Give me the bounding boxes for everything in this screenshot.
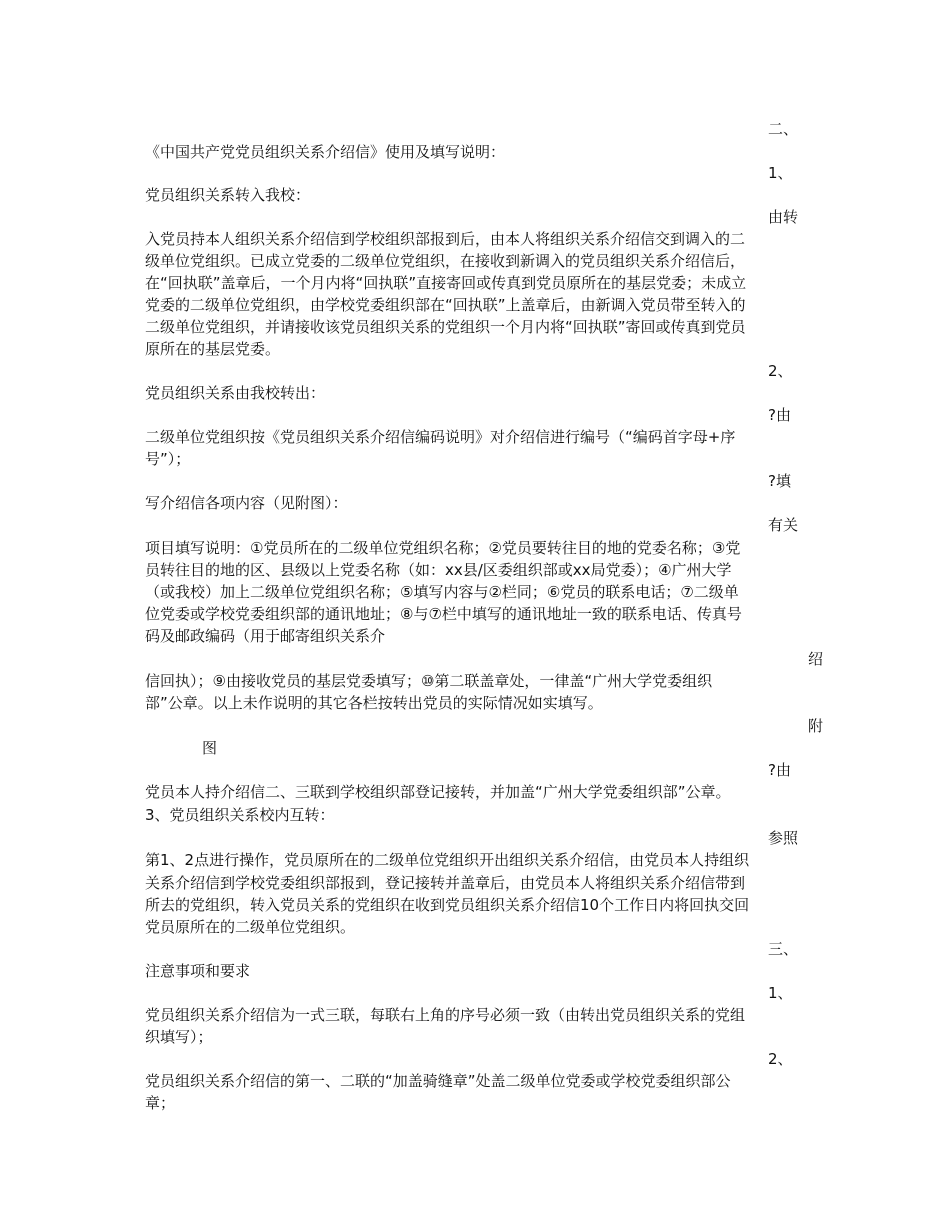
paragraph-line: 写介绍信各项内容（见附图）： (145, 494, 348, 512)
paragraph-line: 党员组织关系介绍信的第一、二联的“加盖骑缝章”处盖二级单位党委或学校党委组织部公 (145, 1072, 731, 1090)
paragraph-line: 部”公章。以上未作说明的其它各栏按转出党员的实际情况如实填写。 (145, 694, 603, 712)
paragraph-line: 信回执）；⑨由接收党员的基层党委填写；⑩第二联盖章处，一律盖“广州大学党委组织 (145, 672, 713, 690)
section-number-3: 三、 (768, 940, 799, 958)
paragraph-line: 位党委或学校党委组织部的通讯地址；⑧与⑦栏中填写的通讯地址一致的联系电话、传真号 (145, 605, 742, 623)
section-title-notes: 注意事项和要求 (145, 962, 251, 980)
paragraph-lead: 参照 (768, 829, 799, 847)
paragraph-line: 章； (145, 1094, 176, 1112)
paragraph-lead: ?由 (768, 761, 791, 779)
section-title-usage: 《中国共产党党员组织关系介绍信》使用及填写说明： (145, 143, 506, 161)
paragraph-lead: ?填 (768, 472, 791, 490)
paragraph-line: 项目填写说明：①党员所在的二级单位党组织名称；②党员要转往目的地的党委名称；③党 (145, 539, 741, 557)
paragraph-line: 党员本人持介绍信二、三联到学校组织部登记接转，并加盖“广州大学党委组织部”公章。 (145, 783, 731, 801)
paragraph-line: 入党员持本人组织关系介绍信到学校组织部报到后，由本人将组织关系介绍信交到调入的二 (145, 230, 746, 248)
paragraph-lead: 由转 (768, 208, 799, 226)
paragraph-line: 二级单位党组织，并请接收该党员组织关系的党组织一个月内将“回执联”寄回或传真到党员 (145, 318, 746, 336)
paragraph-line: 织填写）； (145, 1028, 213, 1046)
paragraph-line: 党员组织关系介绍信为一式三联，每联右上角的序号必须一致（由转出党员组织关系的党组 (145, 1006, 746, 1024)
item-number: 1、 (768, 984, 793, 1002)
subsection-title-transfer-in: 党员组织关系转入我校： (145, 186, 311, 204)
paragraph-line: （或我校）加上二级单位党组织名称；⑤填写内容与②栏同；⑥党员的联系电话；⑦二级单 (145, 583, 739, 601)
section-number-2: 二、 (768, 120, 799, 138)
subsection-title-transfer-out: 党员组织关系由我校转出： (145, 384, 326, 402)
paragraph-lead: 有关 (768, 516, 799, 534)
paragraph-line: 党委的二级单位党组织，由学校党委组织部在“回执联”上盖章后，由新调入党员带至转入的 (145, 296, 746, 314)
paragraph-line: 级单位党组织。已成立党委的二级单位党组织，在接收到新调入的党员组织关系介绍信后， (145, 252, 746, 270)
paragraph-lead: 附 (808, 717, 824, 735)
subsection-title-internal-transfer: 3、党员组织关系校内互转： (145, 806, 335, 824)
paragraph-line: 党员原所在的二级单位党组织。 (145, 918, 356, 936)
item-number: 2、 (768, 362, 793, 380)
item-number: 2、 (768, 1050, 793, 1068)
paragraph-lead: 绍 (808, 650, 824, 668)
paragraph-line: 二级单位党组织按《党员组织关系介绍信编码说明》对介绍信进行编号（“编码首字母+序 (145, 428, 736, 446)
item-number: 1、 (768, 164, 793, 182)
paragraph-line: 所去的党组织，转入党员关系的党组织在收到党员组织关系介绍信10个工作日内将回执交回 (145, 896, 750, 914)
paragraph-lead: ?由 (768, 406, 791, 424)
paragraph-line: 原所在的基层党委。 (145, 340, 281, 358)
paragraph-line: 员转往目的地的区、县级以上党委名称（如：xx县/区委组织部或xx局党委）；④广州大学 (145, 561, 732, 579)
paragraph-line: 在“回执联”盖章后，一个月内将“回执联”直接寄回或传真到党员原所在的基层党委；未成立 (145, 274, 747, 292)
paragraph-line: 号”）； (145, 450, 191, 468)
paragraph-line: 码及邮政编码（用于邮寄组织关系介 (145, 627, 386, 645)
figure-label: 图 (202, 739, 218, 757)
paragraph-line: 第1、2点进行操作，党员原所在的二级单位党组织开出组织关系介绍信，由党员本人持组织 (145, 851, 750, 869)
paragraph-line: 关系介绍信到学校党委组织部报到，登记接转并盖章后，由党员本人将组织关系介绍信带到 (145, 874, 746, 892)
